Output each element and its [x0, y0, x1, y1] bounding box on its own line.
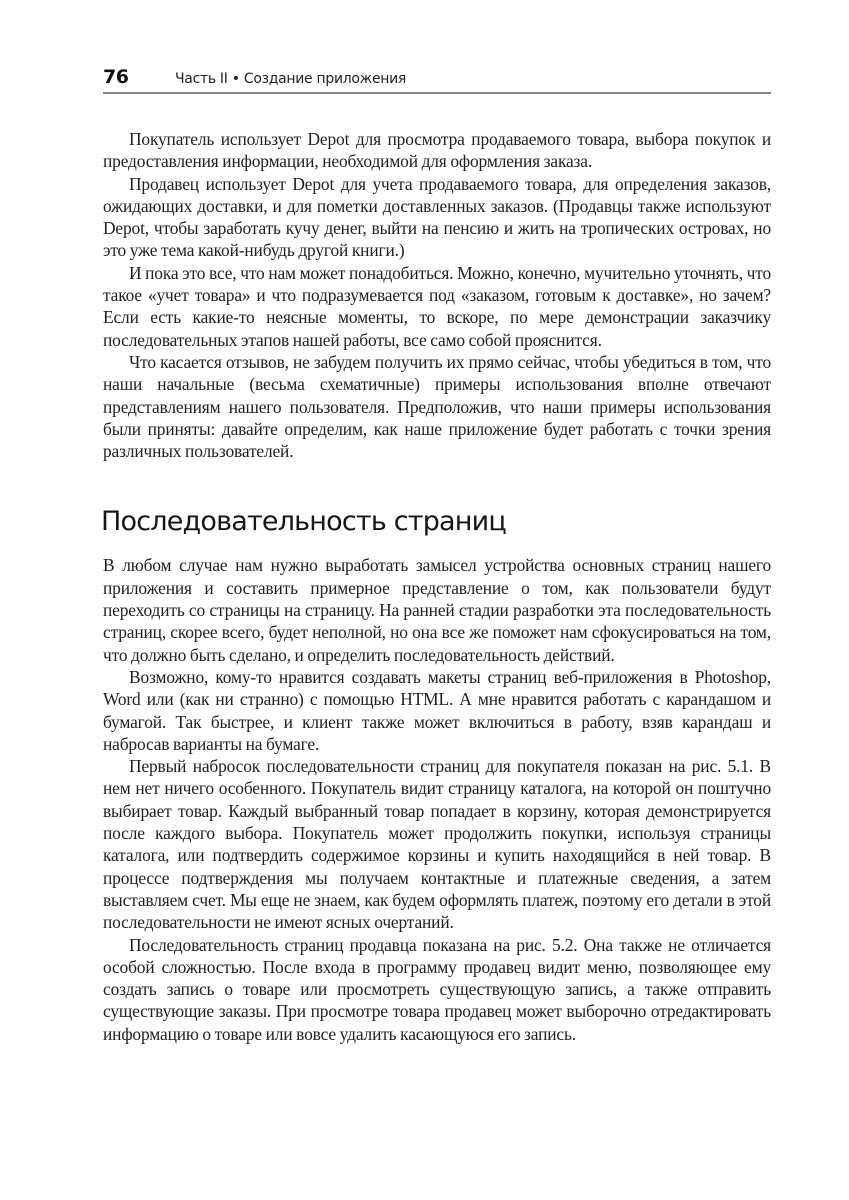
book-page — [103, 66, 771, 1045]
running-title: Часть II • Создание приложения — [175, 71, 407, 87]
paragraph-customer-usage: Покупатель использует Depot для просмотра продаваемого товара, выбора покупок и предоставления информации, необходимой для оформления заказа. — [103, 129, 771, 172]
paragraph-enough-for-now: И пока это все, что нам может понадобиться. Можно, конечно, мучительно уточнять, что такое «учет товара» и что подразумевается под «заказом, готовым к доставке», но зачем? Если есть какие-то неясные моменты, то вскоре, по мере демонстрации заказчику последовательных этапов нашей работы, все само собой прояснится. — [103, 262, 771, 350]
paragraph-seller-flow: Последовательность страниц продавца показана на рис. 5.2. Она также не отличается особой сложностью. После входа в программу продавец видит меню, позволяющее ему создать запись о товаре или просмотреть существующую запись, а также отправить существующие заказы. При просмотре товара продавец может выборочно отредактировать информацию о товаре или вовсе удалить касающуюся его запись. — [103, 934, 771, 1044]
paragraph-page-flow-intro: В любом случае нам нужно выработать замысел устройства основных страниц нашего приложения и составить примерное представление о том, как пользователи будут переходить со страницы на страницу. На ранней стадии разработки эта последовательность страниц, скорее всего, будет неполной, но она все же поможет нам сфокусироваться на том, что должно быть сделано, и определить последовательность действий. — [103, 555, 771, 665]
paragraph-buyer-flow: Первый набросок последовательности страниц для покупателя показан на рис. 5.1. В нем нет ничего особенного. Покупатель видит страницу каталога, на которой он поштучно выбирает товар. Каждый выбранный товар попадает в корзину, которая демонстрируется после каждого выбора. Покупатель может продолжить покупки, используя страницы каталога, или подтвердить содержимое корзины и купить находящийся в ней товар. В процессе подтверждения мы получаем контактные и платежные сведения, а затем выставляем счет. Мы еще не знаем, как будем оформлять платеж, поэтому его детали в этой последовательности не имеют ясных очертаний. — [103, 756, 771, 933]
intro-text — [103, 128, 771, 462]
paragraph-seller-usage: Продавец использует Depot для учета продаваемого товара, для определения заказов, ожидающих доставки, и для пометки доставленных заказов. (Продавцы также используют Depot, чтобы заработать кучу денег, выйти на пенсию и жить на тропических островах, но это уже тема какой-нибудь другой книги.) — [103, 173, 771, 261]
section-text — [103, 554, 771, 1045]
paragraph-mockups: Возможно, кому-то нравится создавать макеты страниц веб-приложения в Photoshop, Word или (как ни странно) с помощью HTML. А мне нравится работать с карандашом и бумагой. Так быстрее, и клиент также может включиться в работу, взяв карандаш и набросав варианты на бумаге. — [103, 666, 771, 754]
paragraph-feedback: Что касается отзывов, не забудем получить их прямо сейчас, чтобы убедиться в том, что наши начальные (весьма схематичные) примеры использования вполне отвечают представлениям нашего пользователя. Предположив, что наши примеры использования были приняты: давайте определим, как наше приложение будет работать с точки зрения различных пользователей. — [103, 351, 771, 462]
running-header — [103, 66, 771, 94]
page-number: 76 — [103, 66, 129, 88]
section-heading: Последовательность страниц — [101, 506, 506, 538]
